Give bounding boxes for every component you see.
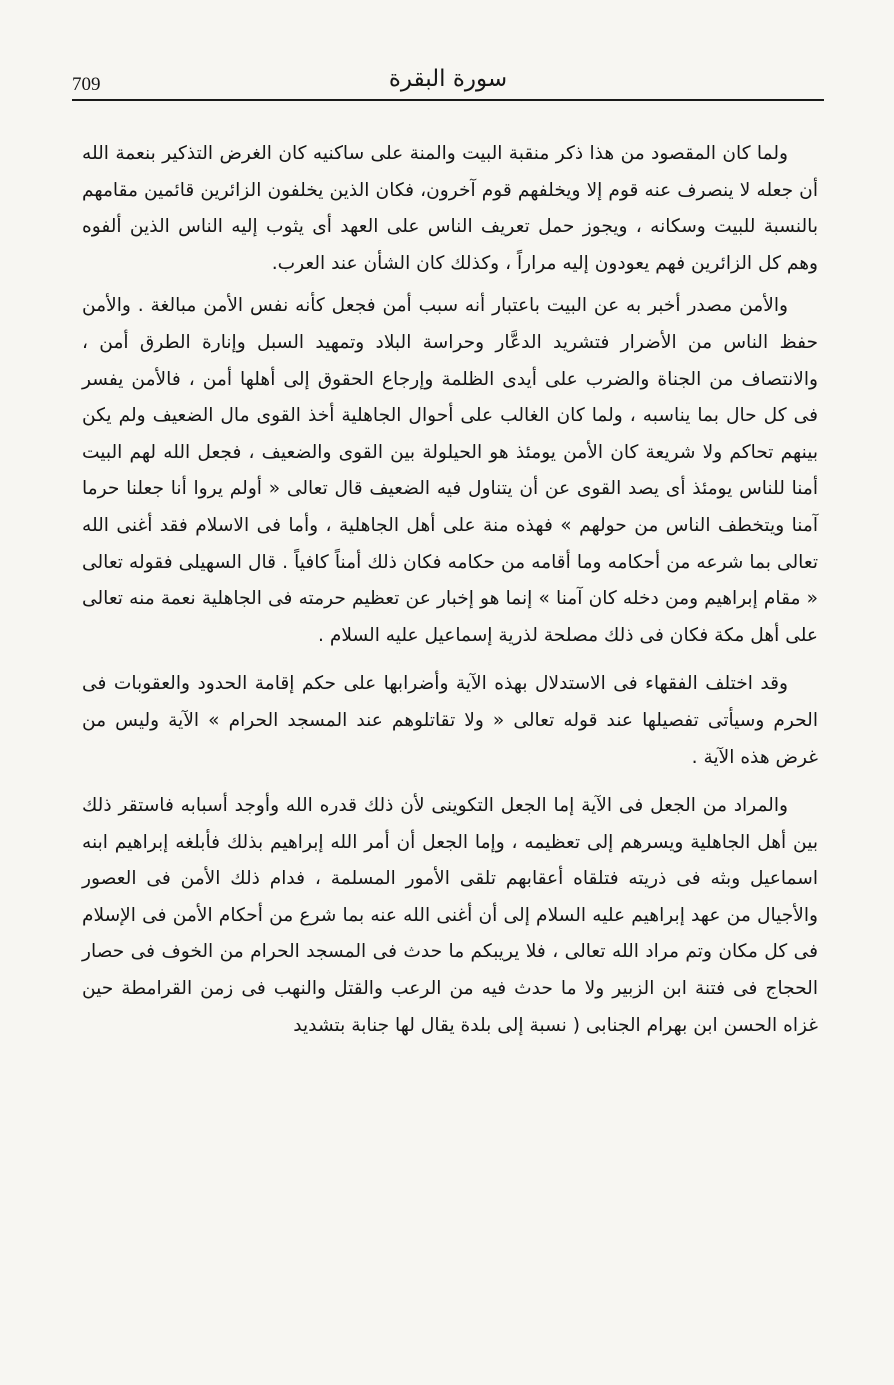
- paragraph-2: والأمن مصدر أخبر به عن البيت باعتبار أنه سبب أمن فجعل كأنه نفس الأمن مبالغة . والأمن حفظ الناس من الأضرار فتشريد الدعَّار وحراسة البلاد وتمهيد السبل وإنارة الطرق أمن ، والانتصاف من الجناة والضرب على أيدى الظلمة وإرجاع الحقوق إلى أهلها أمن ، فالأمن يفسر فى كل حال بما يناسبه ، ولما كان الغالب على أحوال الجاهلية أخذ القوى مال الضعيف ولم يكن بينهم تحاكم ولا شريعة كان الأمن يومئذ هو الحيلولة بين القوى والضعيف ، فجعل الله لهم البيت أمنا للناس يومئذ أى يصد القوى عن أن يتناول فيه الضعيف قال تعالى « أولم يروا أنا جعلنا حرما آمنا ويتخطف الناس من حولهم » فهذه منة على أهل الجاهلية ، وأما فى الاسلام فقد أغنى الله تعالى بما شرعه من أحكامه وما أقامه من حكامه فكان ذلك أمناً كافياً . قال السهيلى فقوله تعالى « مقام إبراهيم ومن دخله كان آمنا » إنما هو إخبار عن تعظيم حرمته فى الجاهلية نعمة منه تعالى على أهل مكة فكان فى ذلك مصلحة لذرية إسماعيل عليه السلام .: [82, 295, 818, 646]
- page-number: 709: [72, 74, 101, 95]
- paragraph-1: ولما كان المقصود من هذا ذكر منقبة البيت والمنة على ساكنيه كان الغرض التذكير بنعمة الله أن جعله لا ينصرف عنه قوم إلا ويخلفهم قوم آخرون، فكان الذين يخلفون الزائرين قائمين مقامهم بالنسبة للبيت وسكانه ، ويجوز حمل تعريف الناس على العهد أى يثوب إليه الناس الذين ألفوه وهم كل الزائرين فهم يعودون إليه مراراً ، وكذلك كان الشأن عند العرب.: [82, 143, 818, 274]
- header-divider: [72, 99, 824, 101]
- page-body-text: [82, 136, 818, 1266]
- paragraph-4: والمراد من الجعل فى الآية إما الجعل التكوينى لأن ذلك قدره الله وأوجد أسبابه فاستقر ذلك بين أهل الجاهلية ويسرهم إلى تعظيمه ، وإما الجعل أن أمر الله إبراهيم بذلك فأبلغه إبراهيم ابنه اسماعيل وبثه فى ذريته فتلقاه أعقابهم تلقى الأمور المسلمة ، فدام ذلك الأمن فى العصور والأجيال من عهد إبراهيم عليه السلام إلى أن أغنى الله عنه بما شرع من أحكام الأمن فى الإسلام فى كل مكان وتم مراد الله تعالى ، فلا يريبكم ما حدث فى المسجد الحرام من الخوف فى حصار الحجاج فى فتنة ابن الزبير ولا ما حدث فيه من الرعب والقتل والنهب فى زمن القرامطة حين غزاه الحسن ابن بهرام الجنابى ( نسبة إلى بلدة يقال لها جنابة بتشديد: [82, 795, 818, 1036]
- page-header: [72, 62, 824, 102]
- surah-title: سورة البقرة: [388, 66, 508, 92]
- paragraph-3: وقد اختلف الفقهاء فى الاستدلال بهذه الآية وأضرابها على حكم إقامة الحدود والعقوبات فى الحرم وسيأتى تفصيلها عند قوله تعالى « ولا تقاتلوهم عند المسجد الحرام » الآية وليس من غرض هذه الآية .: [82, 673, 818, 768]
